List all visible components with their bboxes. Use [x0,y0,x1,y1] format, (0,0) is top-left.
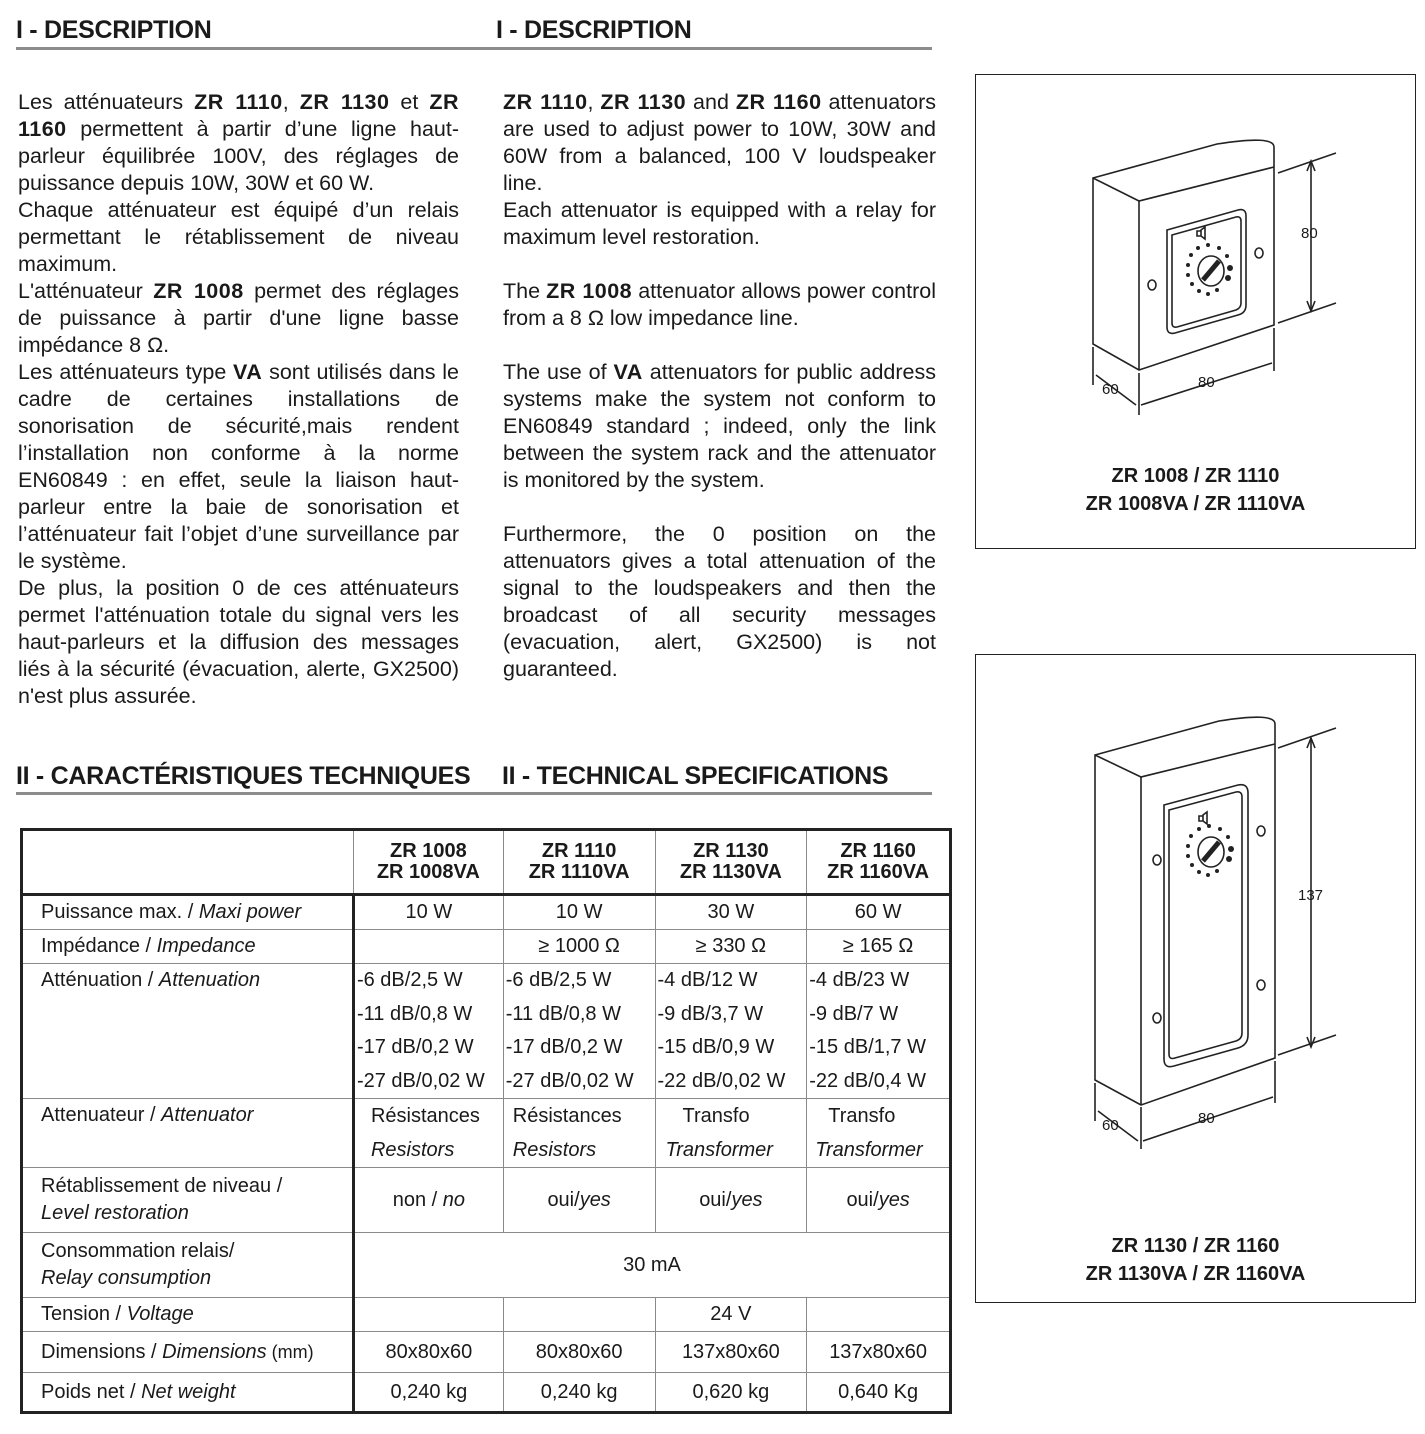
text: , [282,90,300,114]
spacer [503,251,936,278]
text: et [389,90,430,114]
table-cell [807,1099,951,1168]
attenuation-step: -27 dB/0,02 W [505,1069,634,1092]
table-cell: 10 W [353,895,503,930]
text: Voltage [126,1303,194,1325]
fr-paragraph-2: Chaque atténuateur est équipé d’un relais permettant le rétablissement de niveau maximum. [18,198,459,276]
table-row-relay [22,1233,951,1298]
panel-outer [1167,210,1246,334]
text: Level restoration [41,1202,189,1224]
table-cell: ≥ 165 Ω [807,930,951,964]
model-name: ZR 1130 [600,90,687,114]
text: Les atténuateurs [18,90,195,114]
screw-icon [1153,855,1161,865]
attenuation-step: -15 dB/0,9 W [657,1036,775,1058]
model-name: ZR 1110 [541,840,617,862]
attenuation-step: -17 dB/0,2 W [505,1036,623,1058]
row-label [22,1233,354,1298]
description-fr [18,89,459,710]
attenuation-step: -9 dB/3,7 W [657,1002,764,1025]
knob-pointer [1203,261,1219,280]
spacer [503,332,936,359]
table-row-power [22,895,951,930]
text: L'atténuateur [18,279,154,303]
text: Les atténuateurs type [18,360,234,384]
caption-line: ZR 1130VA / ZR 1160VA [1085,1263,1306,1285]
text: Résistances [512,1105,622,1127]
row-label [22,930,354,964]
text: Puissance max. / [41,901,199,923]
attenuation-step: -6 dB/2,5 W [356,969,463,991]
text: permet des réglages de puissance à partir d'une ligne basse impédance 8 Ω. [18,279,459,357]
table-cell: 137x80x60 [807,1332,951,1373]
table-cell [353,1168,503,1233]
table-cell: 137x80x60 [655,1332,807,1373]
table-cell [503,1168,655,1233]
table-row-dimensions [22,1332,951,1373]
text: oui/ [846,1188,879,1211]
table-cell: ≥ 330 Ω [655,930,807,964]
table-cell [807,1168,951,1233]
table-row-attenuator [22,1099,951,1168]
text: Transfo [682,1105,750,1127]
screw-icon [1257,826,1265,836]
en-paragraph-2: Each attenuator is equipped with a relay for maximum level restoration. [503,198,936,249]
text: Maxi power [198,901,302,923]
table-cell [353,1099,503,1168]
heading-rule [16,47,932,50]
text: oui/ [547,1188,580,1211]
table-cell: 30 mA [353,1233,950,1298]
model-name: ZR 1160 [18,90,460,141]
table-cell: 0,240 kg [503,1373,655,1413]
description-heading-en: I - DESCRIPTION [496,16,692,44]
caption-line: ZR 1130 / ZR 1160 [1111,1235,1280,1257]
text: no [442,1188,465,1211]
table-cell [807,964,951,1099]
text: , [587,90,601,114]
table-cell: 80x80x60 [353,1332,503,1373]
model-name: VA [613,360,643,384]
table-cell: 30 W [655,895,807,930]
table-cell [353,964,503,1099]
text: The use of [503,360,614,384]
text: yes [878,1188,910,1211]
text: Dimensions / [41,1340,163,1363]
model-name: ZR 1130 [693,840,769,862]
spacer [503,494,936,521]
attenuation-step: -9 dB/7 W [809,1002,899,1025]
table-cell: 24 V [655,1298,807,1332]
en-paragraph-5: Furthermore, the 0 position on the attenuators gives a total attenuation of the signal to the loudspeakers and then the broadcast of all security messages (evacuation, alert, GX2500) is not guaranteed. [503,522,936,681]
table-row-weight [22,1373,951,1413]
table-cell [655,1168,807,1233]
text: Tension / [41,1303,127,1325]
table-cell [503,1099,655,1168]
specs-heading-fr: II - CARACTÉRISTIQUES TECHNIQUES [16,762,471,790]
table-row-impedance [22,930,951,964]
table-cell [353,930,503,964]
fr-paragraph-3 [18,278,459,359]
panel-outer [1164,785,1248,1067]
height-value: 137 [1298,887,1324,904]
specifications-table [20,828,952,1414]
model-name: VA [233,360,263,384]
text: Résistances [370,1105,480,1127]
model-name: ZR 1130VA [679,861,782,883]
table-cell [655,964,807,1099]
text: Resistors [370,1139,455,1161]
model-name: ZR 1160 [735,90,822,114]
speaker-icon [1197,227,1205,239]
attenuation-step: -4 dB/12 W [657,969,758,991]
row-label [22,1332,354,1373]
model-name: ZR 1130 [299,90,390,114]
model-name: ZR 1110 [194,90,283,114]
text: yes [579,1188,611,1211]
row-label [22,1168,354,1233]
attenuation-step: -11 dB/0,8 W [356,1002,473,1025]
attenuation-step: -15 dB/1,7 W [809,1036,926,1058]
text: oui/ [699,1188,732,1211]
text: Transformer [665,1139,773,1161]
unit: (mm) [266,1341,314,1362]
fr-paragraph-1 [18,89,459,197]
caption-line: ZR 1008 / ZR 1110 [1111,465,1280,487]
column-header [503,830,655,895]
figure-large-attenuator [975,654,1416,1303]
column-header [353,830,503,895]
text: attenuators for public address systems make the system not conform to EN60849 standard ; indeed, only the link between the system rack and the attenuator is monitored by the system. [503,360,936,492]
text: Impedance [156,935,256,957]
text: attenuator allows power control from a 8 Ω low impedance line. [503,279,936,330]
attenuation-step: -27 dB/0,02 W [356,1069,485,1092]
column-header [655,830,807,895]
text: Attenuateur / [41,1104,162,1126]
small-attenuator-drawing [976,75,1415,455]
depth-value: 60 [1102,1117,1119,1134]
table-cell [503,964,655,1099]
table-cell [353,1298,503,1332]
header-empty-cell [22,830,354,895]
text: attenuators are used to adjust power to 10W, 30W and 60W from a balanced, 100 V loudspeaker line. [503,90,937,195]
height-value: 80 [1301,225,1318,242]
text: Poids net / [41,1380,142,1403]
text: Impédance / [41,935,157,957]
model-name: ZR 1160VA [827,861,930,883]
text: Transfo [828,1105,896,1127]
fr-paragraph-5: De plus, la position 0 de ces atténuateurs permet l'atténuation totale du signal vers les haut-parleurs et la diffusion des messages liés à la sécurité (évacuation, alerte, GX2500) n'est plus assurée. [18,576,459,708]
table-cell: 0,620 kg [655,1373,807,1413]
table-header-row [22,830,951,895]
row-label [22,964,354,1099]
row-label [22,1373,354,1413]
model-name: ZR 1008 [390,840,467,862]
table-cell [807,1298,951,1332]
text: Atténuation / [41,969,159,991]
text: and [686,90,736,114]
text: Attenuator [161,1104,254,1126]
attenuation-step: -11 dB/0,8 W [505,1002,621,1025]
width-value: 80 [1198,1110,1215,1127]
heading-rule [16,792,932,795]
table-row-attenuation [22,964,951,1099]
text: sont utilisés dans le cadre de certaines installations de sonorisation de sécurité,mais rendent l’installation non conforme à la norme EN60849 : en effet, seule la liaison haut-parleur entre la baie de sonorisation et l’atténuateur fait l’objet d’une surveillance par le système. [18,360,459,573]
table-cell: 0,240 kg [353,1373,503,1413]
en-paragraph-3 [503,278,936,332]
column-header [807,830,951,895]
model-name: ZR 1110 [503,90,588,114]
attenuation-step: -6 dB/2,5 W [505,969,612,991]
attenuation-step: -22 dB/0,4 W [809,1069,926,1092]
specs-heading-en: II - TECHNICAL SPECIFICATIONS [502,762,889,790]
description-en [503,89,936,683]
screw-icon [1148,280,1156,290]
table-cell: 60 W [807,895,951,930]
attenuation-step: -17 dB/0,2 W [356,1036,474,1058]
attenuation-step: -22 dB/0,02 W [657,1069,786,1092]
table-cell [503,1298,655,1332]
depth-value: 60 [1102,381,1119,398]
table-cell: 80x80x60 [503,1332,655,1373]
large-attenuator-drawing [976,655,1415,1215]
model-name: ZR 1160 [840,840,916,862]
fr-paragraph-4 [18,359,459,575]
text: Transformer [815,1139,923,1161]
model-name: ZR 1008 [153,279,244,303]
text: Consommation relais/ [41,1240,235,1262]
text: Net weight [141,1380,236,1403]
text: Relay consumption [41,1267,212,1289]
box-front-edge [1095,744,1275,777]
screw-icon [1153,1013,1161,1023]
table-cell: ≥ 1000 Ω [503,930,655,964]
model-name: ZR 1110VA [528,861,630,883]
panel-inner [1169,792,1242,1059]
en-paragraph-1 [503,89,936,197]
row-label [22,895,354,930]
caption-line: ZR 1008VA / ZR 1110VA [1085,493,1306,515]
description-heading-fr: I - DESCRIPTION [16,16,212,44]
row-label [22,1099,354,1168]
table-cell: 10 W [503,895,655,930]
model-name: ZR 1008 [546,279,633,303]
model-name: ZR 1008VA [376,861,480,883]
text: Attenuation [158,969,261,991]
base-dimension-lines [1093,328,1274,415]
figure-caption [976,1232,1415,1288]
table-cell: 0,640 Kg [807,1373,951,1413]
text: yes [731,1188,763,1211]
text: Rétablissement de niveau / [41,1175,283,1197]
text: non / [392,1188,443,1211]
row-label [22,1298,354,1332]
text: Resistors [512,1139,597,1161]
base-dimension-lines [1095,1061,1275,1149]
table-row-restoration [22,1168,951,1233]
figure-caption [976,462,1415,518]
table-cell [655,1099,807,1168]
width-value: 80 [1198,374,1215,391]
figure-small-attenuator [975,74,1416,549]
attenuation-step: -4 dB/23 W [809,969,910,991]
screw-icon [1257,980,1265,990]
table-row-voltage [22,1298,951,1332]
screw-icon [1255,248,1263,258]
box-front-edge [1093,167,1274,201]
text: The [503,279,547,303]
text: permettent à partir d’une ligne haut-parleur équilibrée 100V, des réglages de puissance depuis 10W, 30W et 60 W. [18,117,459,195]
en-paragraph-4 [503,359,936,494]
text: Dimensions [162,1340,267,1363]
knob-pointer [1203,842,1219,861]
speaker-icon [1199,812,1207,824]
